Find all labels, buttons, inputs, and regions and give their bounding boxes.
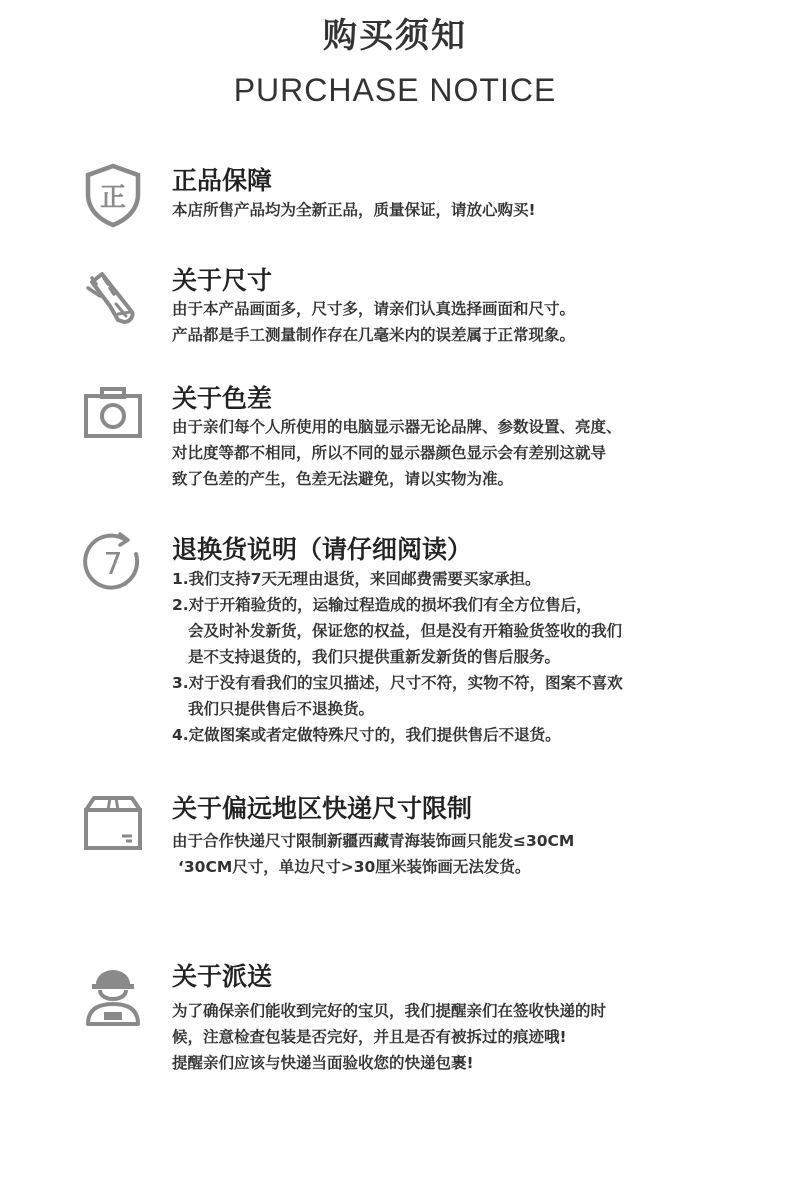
section-title: 关于色差 (172, 384, 273, 413)
body-line: 3.对于没有看我们的宝贝描述，尺寸不符，实物不符，图案不喜欢 (172, 674, 623, 692)
package-icon (80, 790, 146, 856)
page-subtitle: PURCHASE NOTICE (233, 72, 557, 108)
body-line: ‘30CM尺寸，单边尺寸>30厘米装饰画无法发货。 (178, 858, 531, 876)
body-line: 会及时补发新货，保证您的权益，但是没有开箱验货签收的我们 (188, 622, 623, 640)
body-line: 本店所售产品均为全新正品，质量保证，请放心购买! (172, 201, 536, 219)
svg-text:正: 正 (99, 183, 127, 213)
body-line: 候，注意检查包装是否完好，并且是否有被拆过的痕迹哦! (172, 1028, 567, 1046)
section-body (172, 998, 606, 1076)
body-line: 致了色差的产生，色差无法避免，请以实物为准。 (172, 470, 514, 488)
section-title: 关于偏远地区快递尺寸限制 (172, 794, 473, 823)
body-line: 我们只提供售后不退换货。 (188, 700, 375, 718)
body-line: 是不支持退货的，我们只提供重新发新货的售后服务。 (188, 648, 561, 666)
courier-icon (80, 962, 146, 1028)
body-line: 1.我们支持7天无理由退货，来回邮费需要买家承担。 (172, 570, 541, 588)
body-line: 提醒亲们应该与快递当面验收您的快递包裹! (172, 1054, 474, 1072)
body-line: 产品都是手工测量制作存在几毫米内的误差属于正常现象。 (172, 326, 576, 344)
body-line: 为了确保亲们能收到完好的宝贝，我们提醒亲们在签收快递的时 (172, 1002, 607, 1020)
section-title: 关于尺寸 (172, 266, 273, 295)
section-body (172, 296, 575, 348)
section-title: 正品保障 (172, 166, 273, 195)
zheng-shield-icon (80, 162, 146, 228)
ruler-icon (80, 266, 146, 332)
body-line: 2.对于开箱验货的，运输过程造成的损坏我们有全方位售后， (172, 596, 592, 614)
body-line: 由于本产品画面多，尺寸多，请亲们认真选择画面和尺寸。 (172, 300, 576, 318)
camera-icon (80, 380, 146, 446)
body-line: 对比度等都不相同，所以不同的显示器颜色显示会有差别这就导 (172, 444, 607, 462)
body-line: 由于合作快递尺寸限制新疆西藏青海装饰画只能发≤30CM (172, 832, 575, 850)
body-line: 4.定做图案或者定做特殊尺寸的，我们提供售后不退货。 (172, 726, 561, 744)
section-body (172, 566, 623, 748)
page-title: 购买须知 (323, 16, 467, 56)
section-body (172, 414, 622, 492)
svg-text:7: 7 (103, 547, 123, 582)
section-title: 关于派送 (172, 962, 273, 991)
section-title: 退换货说明（请仔细阅读） (172, 535, 473, 564)
section-body (172, 828, 574, 880)
seven-days-icon (80, 530, 146, 596)
section-body (172, 197, 536, 223)
body-line: 由于亲们每个人所使用的电脑显示器无论品牌、参数设置、亮度、 (172, 418, 622, 436)
